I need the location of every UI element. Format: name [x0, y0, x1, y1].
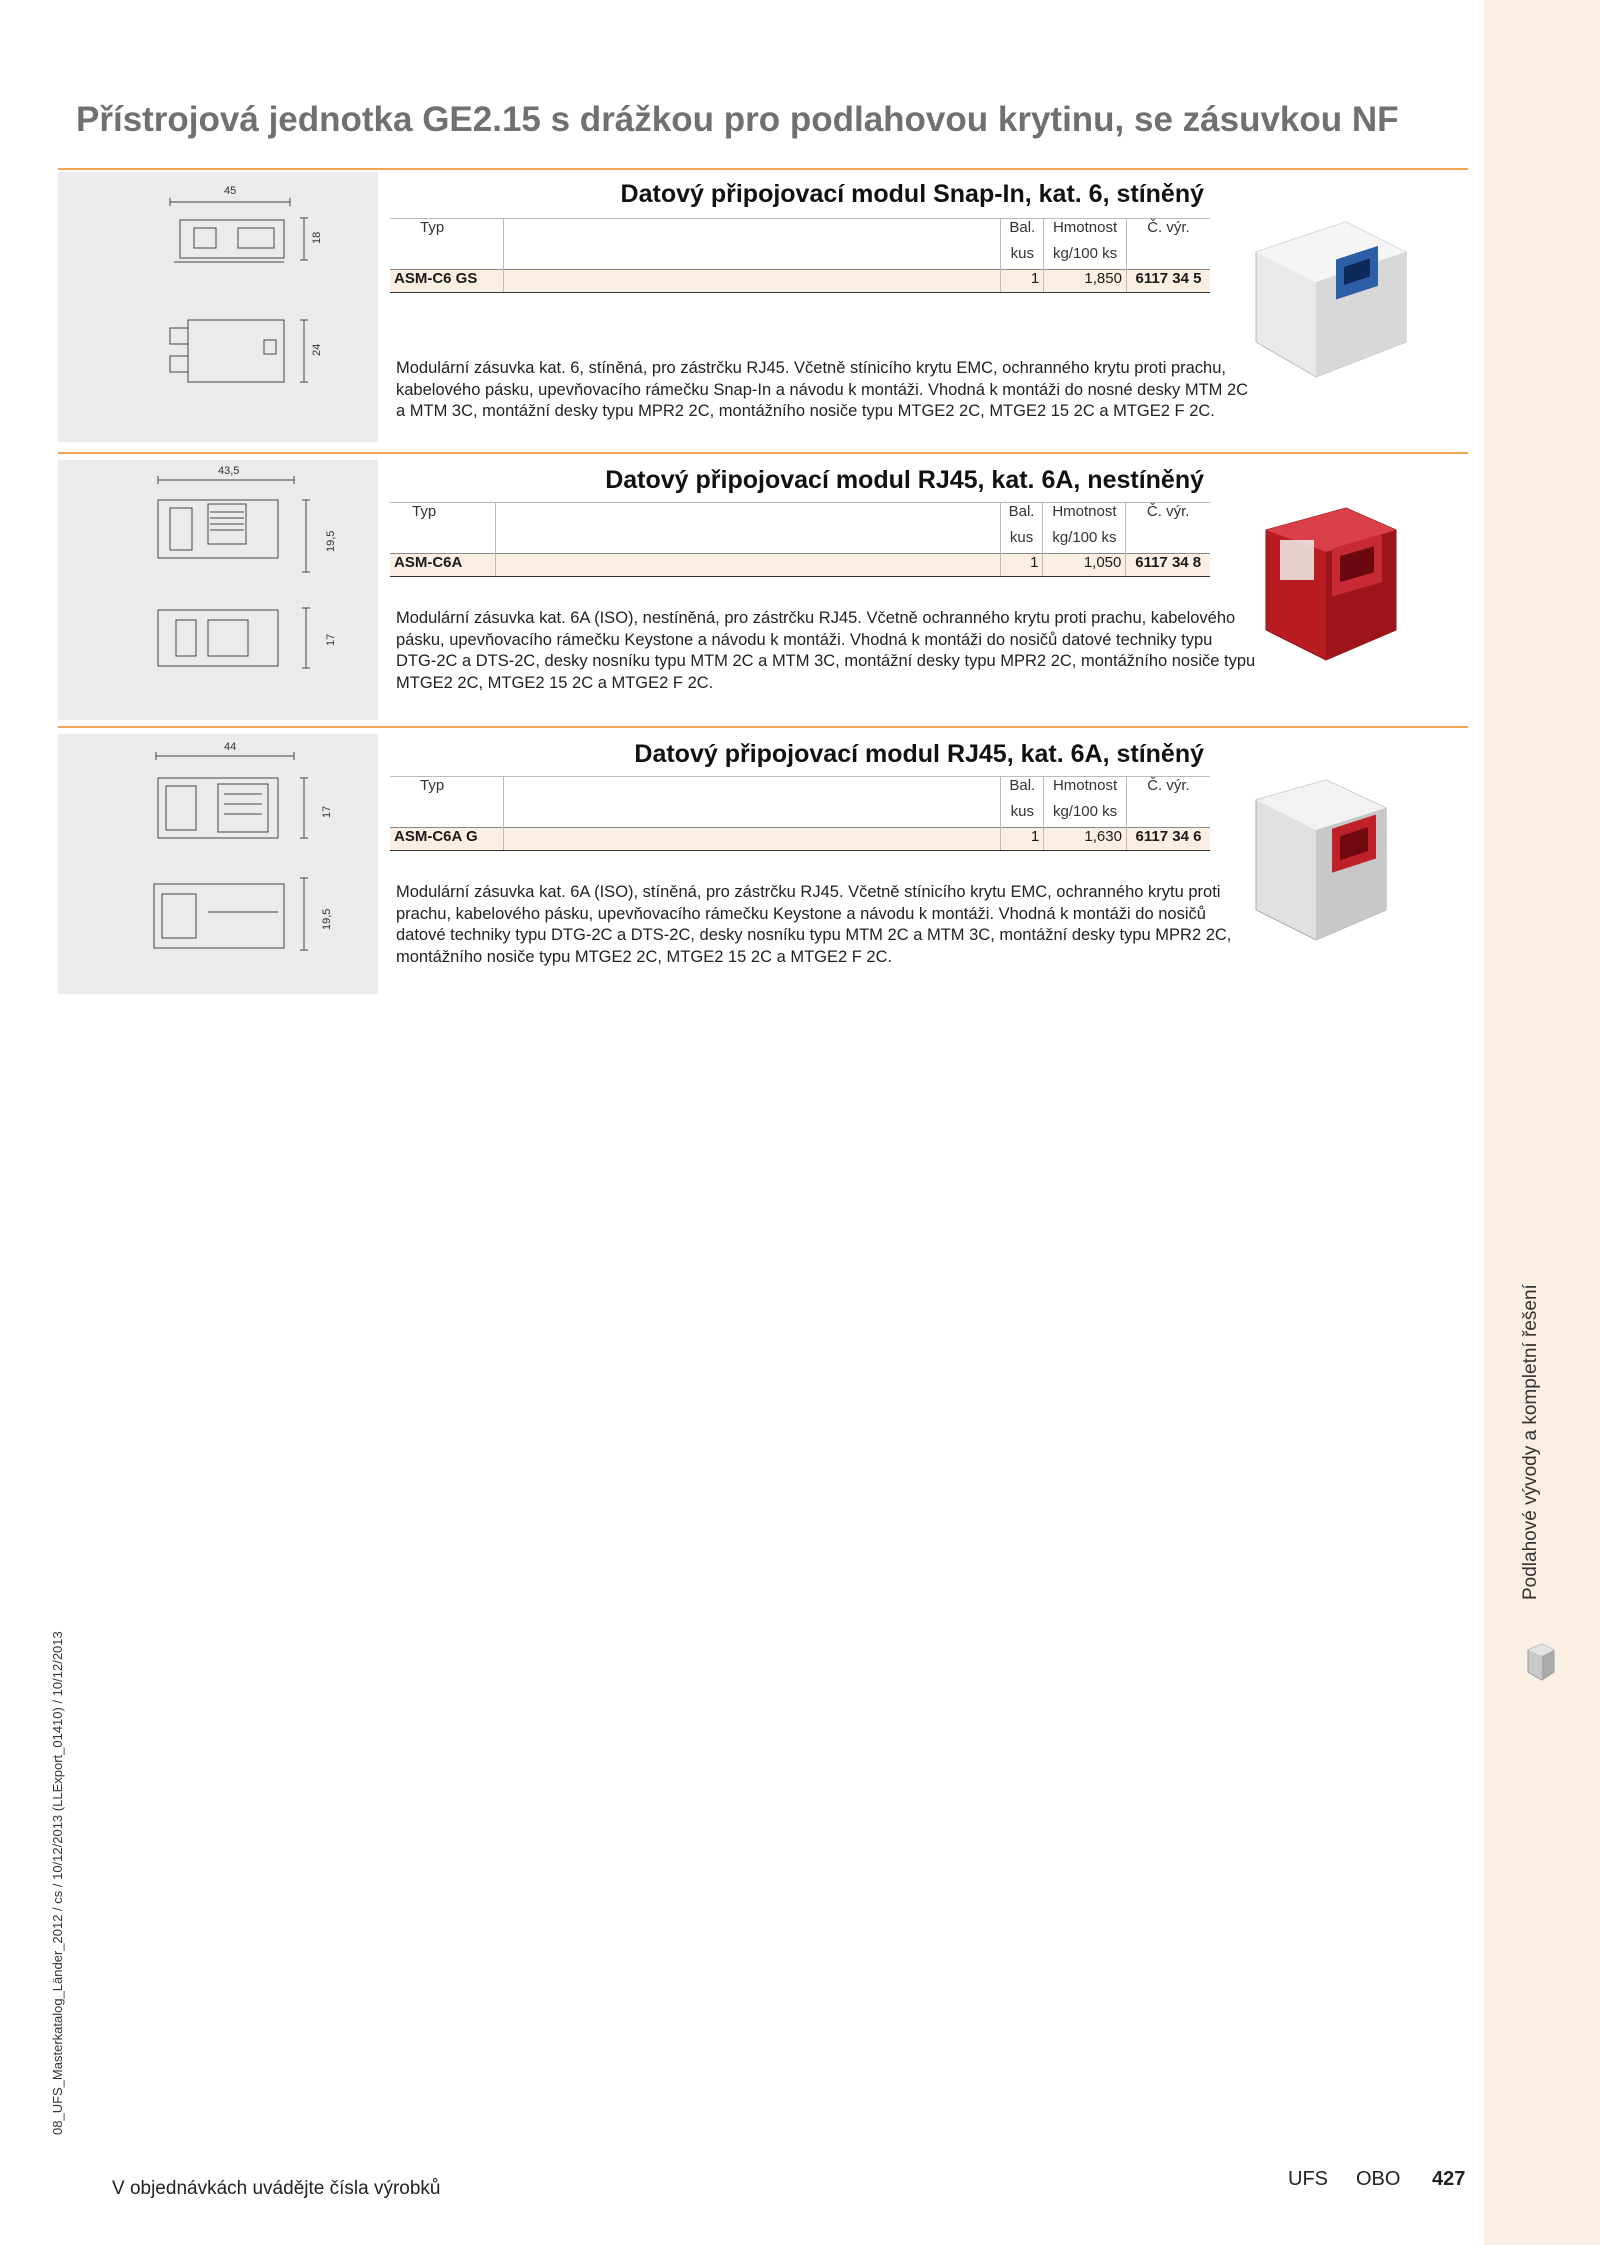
sidebar-section-label: Podlahové vývody a kompletní řešení: [1520, 1284, 1541, 1600]
dimension-label: 18: [311, 231, 323, 244]
unit-hmotnost: kg/100 ks: [1043, 529, 1126, 554]
col-header-typ: Typ: [390, 777, 503, 804]
table-row: [390, 554, 1210, 577]
file-info: 08_UFS_Masterkatalog_Länder_2012 / cs / 10/12/2013 (LLExport_01410) / 10/12/2013: [50, 1631, 65, 2135]
cell-typ: ASM-C6A G: [390, 828, 503, 851]
unit-hmotnost: kg/100 ks: [1044, 245, 1127, 270]
cell-hmotnost: 1,630: [1044, 828, 1127, 851]
page-title: Přístrojová jednotka GE2.15 s drážkou pro podlahovou krytinu, se zásuvkou NF: [76, 100, 1399, 139]
col-header-bal: Bal.: [1001, 219, 1044, 246]
technical-drawing: [58, 172, 378, 442]
dimension-label: 19,5: [325, 530, 337, 552]
dimension-label: 17: [325, 633, 337, 646]
cell-bal: 1: [1001, 270, 1044, 293]
section-heading: Datový připojovací modul RJ45, kat. 6A, nestíněný: [605, 466, 1204, 494]
col-header-typ: Typ: [390, 503, 496, 530]
cell-bal: 1: [1000, 554, 1043, 577]
cell-cislo: 6117 34 8: [1126, 554, 1210, 577]
section-heading: Datový připojovací modul Snap-In, kat. 6, stíněný: [620, 180, 1204, 208]
unit-bal: kus: [1001, 803, 1044, 828]
unit-hmotnost: kg/100 ks: [1044, 803, 1127, 828]
col-header-hmotnost: Hmotnost: [1044, 777, 1127, 804]
unit-bal: kus: [1000, 529, 1043, 554]
section-divider: [58, 452, 1468, 454]
floor-box-icon: [1524, 1642, 1556, 1684]
product-table: [390, 218, 1210, 293]
dimension-label: 17: [321, 805, 333, 818]
product-table: [390, 776, 1210, 851]
section-divider: [58, 726, 1468, 728]
sidebar-band: [1484, 0, 1600, 2245]
col-header-hmotnost: Hmotnost: [1044, 219, 1127, 246]
product-photo: [1236, 480, 1446, 690]
unit-bal: kus: [1001, 245, 1044, 270]
section-heading: Datový připojovací modul RJ45, kat. 6A, stíněný: [634, 740, 1204, 768]
technical-drawing: [58, 734, 378, 994]
col-header-bal: Bal.: [1000, 503, 1043, 530]
product-photo: [1236, 760, 1446, 970]
page-number: 427: [1432, 2168, 1466, 2190]
section-divider: [58, 168, 1468, 170]
cell-typ: ASM-C6 GS: [390, 270, 503, 293]
dimension-label: 24: [311, 343, 323, 356]
product-description: Modulární zásuvka kat. 6, stíněná, pro zástrčku RJ45. Včetně stínicího krytu EMC, ochranného krytu proti prachu, kabelového pásku, upevňovacího rámečku Snap-In a návodu k montáži. Vhodná k montáži do nosné desky MTM 2C a MTM 3C, montážní desky typu MPR2 2C, montážního nosiče typu MTGE2 2C, MTGE2 15 2C a MTGE2 F 2C.: [396, 359, 1249, 420]
cell-hmotnost: 1,850: [1044, 270, 1127, 293]
cell-bal: 1: [1001, 828, 1044, 851]
product-description: Modulární zásuvka kat. 6A (ISO), stíněná, pro zástrčku RJ45. Včetně stínicího krytu EMC, ochranného krytu proti prachu, kabelového pásku, upevňovacího rámečku Keystone a návodu k montáži. Vhodná k montáži do nosičů datové techniky typu DTG-2C a DTS-2C, desky nosníku typu MTM 2C a MTM 3C, montážní desky typu MPR2 2C, montážního nosiče typu MTGE2 2C, MTGE2 15 2C a MTGE2 F 2C.: [396, 883, 1232, 966]
product-description: Modulární zásuvka kat. 6A (ISO), nestíněná, pro zástrčku RJ45. Včetně ochranného krytu proti prachu, kabelového pásku, upevňovacího rámečku Keystone a návodu k montáži. Vhodná k montáži do nosičů datové techniky typu DTG-2C a DTS-2C, desky nosníku typu MTM 2C a MTM 3C, montážní desky typu MPR2 2C, montážního nosiče typu MTGE2 2C, MTGE2 15 2C a MTGE2 F 2C.: [396, 609, 1256, 692]
col-header-hmotnost: Hmotnost: [1043, 503, 1126, 530]
col-header-typ: Typ: [390, 219, 503, 246]
col-header-cislo: Č. výr.: [1126, 777, 1210, 804]
table-row: [390, 270, 1210, 293]
col-header-cislo: Č. výr.: [1126, 219, 1210, 246]
cell-typ: ASM-C6A: [390, 554, 496, 577]
table-row: [390, 828, 1210, 851]
dimension-label: 44: [224, 741, 237, 753]
cell-hmotnost: 1,050: [1043, 554, 1126, 577]
brand-ufs: UFS: [1288, 2168, 1328, 2190]
cell-cislo: 6117 34 6: [1126, 828, 1210, 851]
col-header-bal: Bal.: [1001, 777, 1044, 804]
technical-drawing: [58, 460, 378, 720]
cell-cislo: 6117 34 5: [1126, 270, 1210, 293]
brand-obo: OBO: [1356, 2168, 1401, 2190]
product-table: [390, 502, 1210, 577]
order-note: V objednávkách uvádějte čísla výrobků: [112, 2178, 441, 2199]
product-photo: [1236, 192, 1446, 402]
dimension-label: 19,5: [321, 908, 333, 930]
dimension-label: 45: [224, 185, 237, 197]
dimension-label: 43,5: [218, 465, 240, 477]
col-header-cislo: Č. výr.: [1126, 503, 1210, 530]
